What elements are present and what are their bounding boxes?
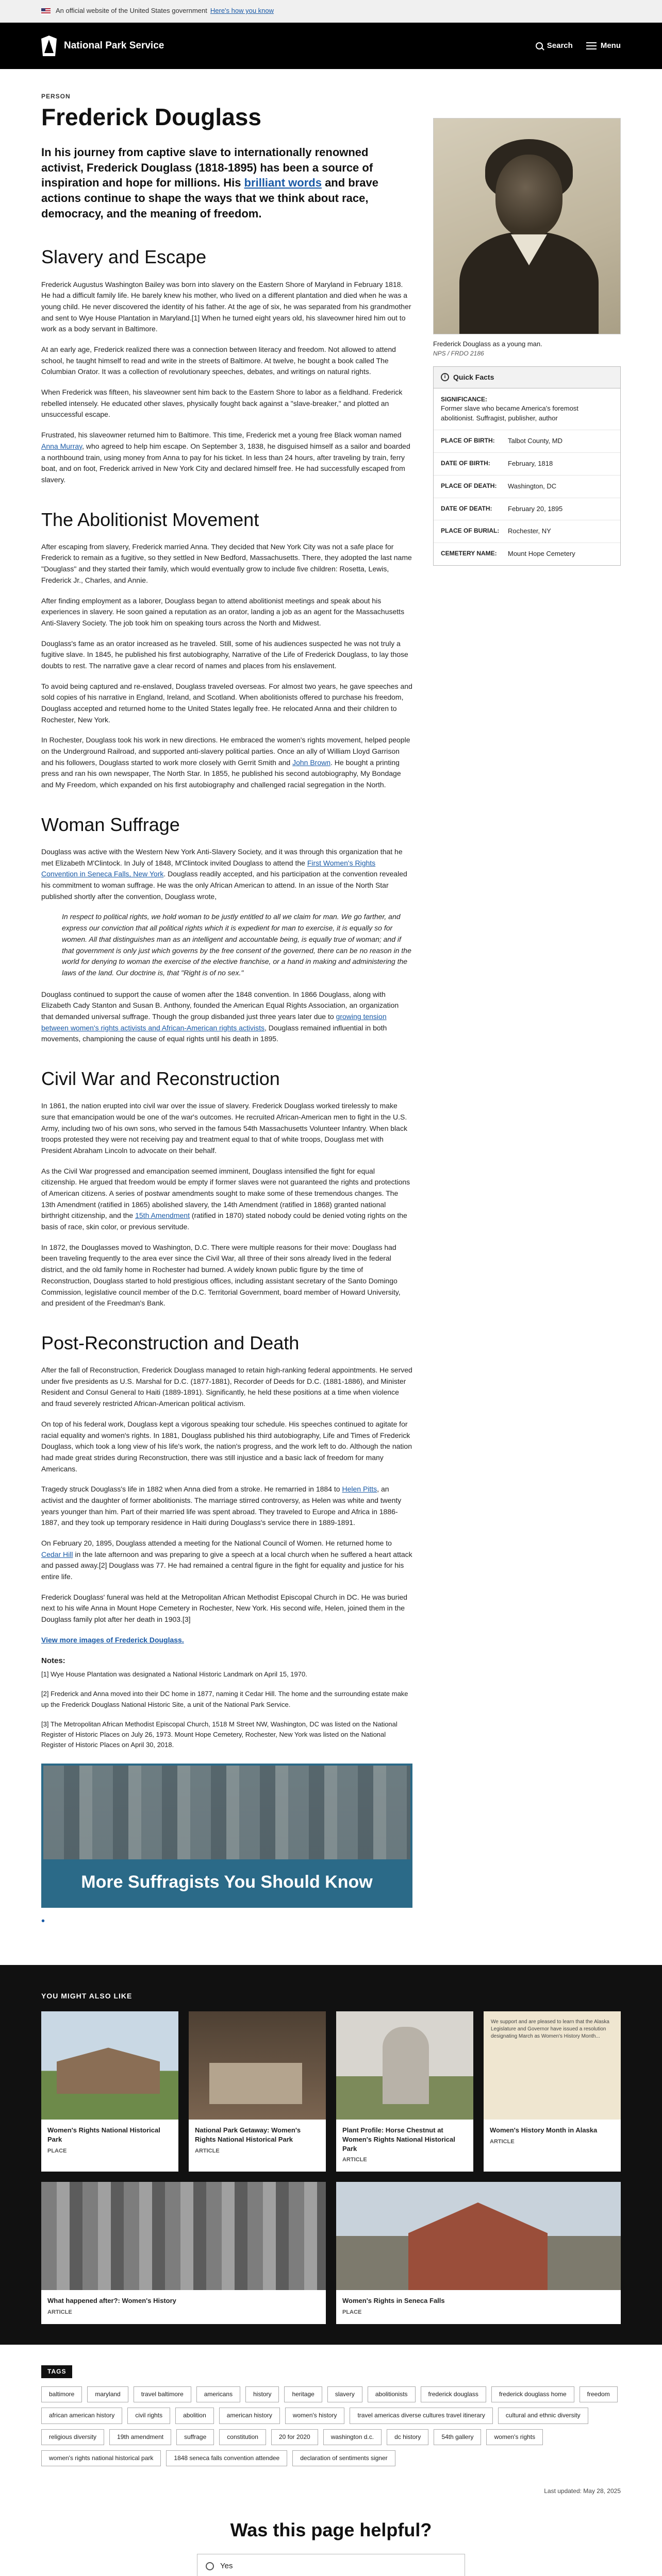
related-card[interactable]: Women's Rights in Seneca Falls PLACE (336, 2182, 621, 2324)
paragraph: Douglass was active with the Western New York Anti-Slavery Society, and it was through this organization that he met Elizabeth M'Clintock. In July of 1848, M'Clintock invited Douglass to attend the First Women's Rights Convention in Seneca Falls, New York. Douglass readily accepted, and his participation at the convention revealed his commitment to woman suffrage. He was the only African American to attend. In an issue of the North Star published shortly after the convention, Douglass wrote, (41, 848, 407, 901)
heading-abolition: The Abolitionist Movement (41, 509, 259, 530)
heading-post-reconstruction: Post-Reconstruction and Death (41, 1332, 300, 1353)
main-content (41, 92, 412, 1950)
note: [2] Frederick and Anna moved into their DC home in 1877, naming it Cedar Hill. The home and the surrounding estate make up the Frederick Douglass National Historic Site, a unit of the National Park Service. (41, 1690, 408, 1708)
paragraph: As the Civil War progressed and emancipation seemed imminent, Douglass intensified the fight for equal citizenship. He argued that freedom would be empty if former slaves were not guaranteed the rights and protections of American citizens. A series of postwar amendments sought to make some of these tremendous changes. The 13th Amendment (ratified in 1865) abolished slavery, the 14th Amendment (ratified in 1868) granted national birthright citizenship, and the 15th Amendment (ratified in 1870) stated nobody could be denied voting rights on the basis of race, skin color, or previous servitude. (41, 1166, 410, 1231)
radio-icon (206, 2562, 214, 2570)
tag[interactable]: washington d.c. (323, 2429, 382, 2445)
menu-icon (586, 42, 597, 49)
fact-row: PLACE OF DEATH: Washington, DC (434, 476, 620, 498)
notes-heading: Notes: (41, 1656, 65, 1665)
heading-suffrage: Woman Suffrage (41, 814, 180, 835)
menu-button[interactable] (586, 40, 621, 52)
tag[interactable]: 1848 seneca falls convention attendee (166, 2450, 287, 2466)
related-card[interactable]: We support and are pleased to learn that the Alaska Legislature and Governor have issued a resolution designating March as Women's History Month... Women's History Month in Alaska ARTICLE (484, 2011, 621, 2172)
cedar-hill-link[interactable]: Cedar Hill (41, 1550, 73, 1558)
tag[interactable]: 54th gallery (434, 2429, 481, 2445)
paragraph: Douglass continued to support the cause of women after the 1848 convention. In 1866 Douglass, along with Elizabeth Cady Stanton and Susan B. Anthony, founded the American Equal Rights Association, an organization that demanded universal suffrage. Though the group disbanded just three years later due to growing tension between women's rights activists and African-American rights activists, Douglass remained influential in both movements, championing the cause of equal rights until his death in 1895. (41, 990, 399, 1043)
nps-logo[interactable] (41, 36, 164, 56)
quick-facts (433, 366, 621, 566)
paragraph: At an early age, Frederick realized there was a connection between literacy and freedom. Not allowed to attend school, he taught himself to read and write in the streets of Baltimore. At twelve, he bought a book called The Columbian Orator. It was a collection of revolutionary speeches, debates, and writings on natural rights. (41, 345, 396, 376)
feedback (41, 2517, 621, 2576)
info-icon: i (441, 373, 449, 381)
paragraph: Frederick Augustus Washington Bailey was born into slavery on the Eastern Shore of Maryland in February 1818. He had a difficult family life. He barely knew his mother, who lived on a different plantation and died when he was a young child. He never discovered the identity of his father. At the age of six, he was separated from his grandmother and sent to Wye House Plantation in Maryland.[1] When he turned eight years old, his slaveowner hired him out to work as a body servant in Baltimore. (41, 280, 411, 333)
portrait-credit: NPS / FRDO 2186 (433, 349, 484, 357)
tag[interactable]: religious diversity (41, 2429, 104, 2445)
carousel-dot[interactable]: • (41, 1916, 45, 1927)
tag[interactable]: women's history (285, 2408, 345, 2424)
tag[interactable]: travel americas diverse cultures travel itinerary (350, 2408, 492, 2424)
tag[interactable]: declaration of sentiments signer (292, 2450, 395, 2466)
brilliant-words-link[interactable]: brilliant words (244, 176, 322, 190)
paragraph: On February 20, 1895, Douglass attended a meeting for the National Council of Women. He returned home to Cedar Hill in the late afternoon and was preparing to give a speech at a local church when he suffered a heart attack and passed away.[2] Douglass was 77. He had remained a central figure in the fight for equality and justice for his entire life. (41, 1539, 412, 1581)
related-section (0, 1965, 662, 2344)
suffragists-photo (43, 1766, 410, 1863)
paragraph: In 1872, the Douglasses moved to Washington, D.C. There were multiple reasons for their move: Douglass had been traveling frequently to the area ever since the Civil War, all three of their sons already lived in the federal district, and the old family home in Rochester had burned. A widely known public figure by the time of Reconstruction, Douglass started to hold prestigious offices, including assistant secretary of the Santo Domingo Commission, legislative council member of the D.C. Territorial Government, board member of Howard University, and president of the Freedman's Bank. (41, 1243, 401, 1308)
paragraph: After the fall of Reconstruction, Frederick Douglass managed to retain high-ranking federal appointments. He served under five presidents as U.S. Marshal for D.C. (1877-1881), Recorder of Deeds for D.C. (1881-1886), and Minister Resident and Consul General to Haiti (1889-1891). Significantly, he held these positions at a time when violence and fraud severely restricted African-American political activism. (41, 1366, 412, 1408)
tag[interactable]: 19th amendment (109, 2429, 171, 2445)
fact-row: DATE OF BIRTH: February, 1818 (434, 453, 620, 476)
paragraph: After finding employment as a laborer, Douglass began to attend abolitionist meetings and speak about his experiences in slavery. He soon gained a reputation as an orator, landing a job as an agent for the Massachusetts Anti-Slavery Society. The job took him on speaking tours across the North and Midwest. (41, 596, 405, 627)
sidebar (433, 92, 621, 1950)
gov-banner-text: An official website of the United States government (56, 7, 207, 15)
quick-facts-title: Quick Facts (453, 373, 494, 382)
page-title: Frederick Douglass (41, 104, 261, 131)
paragraph: Frederick Douglass' funeral was held at the Metropolitan African Methodist Episcopal Church in DC. He was buried next to his wife Anna in Mount Hope Cemetery in Rochester, New York. His second wife, Helen, joined them in the Douglass family plot after her death in 1903.[3] (41, 1592, 408, 1624)
more-images-link[interactable]: View more images of Frederick Douglass. (41, 1635, 184, 1644)
helen-pitts-link[interactable]: Helen Pitts (342, 1485, 377, 1494)
tags-section (41, 2345, 621, 2477)
eyebrow: PERSON (41, 93, 71, 100)
heres-how-you-know-link[interactable]: Here's how you know (210, 7, 274, 15)
tag[interactable]: african american history (41, 2408, 122, 2424)
fact-row: PLACE OF BIRTH: Talbot County, MD (434, 430, 620, 453)
note: [1] Wye House Plantation was designated a National Historic Landmark on April 15, 1970. (41, 1670, 307, 1679)
logo-text: National Park Service (64, 40, 164, 52)
douglass-portrait[interactable] (433, 118, 621, 334)
gov-banner (0, 0, 662, 23)
promo-title: More Suffragists You Should Know (43, 1859, 410, 1906)
search-button[interactable] (536, 40, 573, 52)
search-icon (536, 42, 543, 49)
lede: In his journey from captive slave to internationally renowned activist, Frederick Douglass (1818-1895) has been a source of inspiration and hope for millions. His brilliant words and brave actions continue to shape the ways that we think about race, democracy, and the meaning of freedom. (41, 145, 378, 220)
last-updated: Last updated: May 28, 2025 (544, 2487, 621, 2495)
feedback-question: Was this page helpful? (230, 2519, 432, 2540)
feedback-yes[interactable]: Yes (197, 2554, 465, 2576)
tag[interactable]: civil rights (127, 2408, 170, 2424)
us-flag-icon (41, 8, 51, 14)
paragraph: Frustrated, his slaveowner returned him to Baltimore. This time, Frederick met a young free Black woman named Anna Murray, who agreed to help him escape. On September 3, 1838, he disguised himself as a sailor and boarded a northbound train, using money from Anna to pay for his ticket. In less than 24 hours, after traveling by train, ferry boat, and on foot, Frederick arrived in New York City and declared himself free. He had successfully escaped from slavery. (41, 431, 410, 484)
fact-row: CEMETERY NAME: Mount Hope Cemetery (441, 550, 575, 558)
john-brown-link[interactable]: John Brown (292, 758, 331, 767)
tags-heading: TAGS (41, 2365, 72, 2378)
tag[interactable]: americans (196, 2386, 240, 2402)
tag[interactable]: slavery (327, 2386, 362, 2402)
paragraph: In 1861, the nation erupted into civil war over the issue of slavery. Frederick Douglass worked tirelessly to make sure that emancipation would be one of the war's outcomes. He recruited African-American men to fight in the U.S. Army, including two of his own sons, who served in the famous 54th Massachusetts Volunteer Infantry. When black troops protested they were not receiving pay and treatment equal to that of white troops, Douglass met with President Abraham Lincoln to advocate on their behalf. (41, 1101, 407, 1155)
paragraph: Douglass's fame as an orator increased as he traveled. Still, some of his audiences suspected he was not truly a fugitive slave. In 1845, he published his first autobiography, Narrative of the Life of Frederick Douglass, to lay those doubts to rest. The narrative gave a clear record of names and places from his enslavement. (41, 639, 408, 670)
anna-murray-link[interactable]: Anna Murray (41, 442, 82, 450)
paragraph: In Rochester, Douglass took his work in new directions. He embraced the women's rights movement, helped people on the Underground Railroad, and supported anti-slavery political parties. Once an ally of William Lloyd Garrison and his followers, Douglass started to work more closely with Gerrit Smith and John Brown. He bought a printing press and ran his own newspaper, The North Star. In 1855, he published his second autobiography, My Bondage and My Freedom, which expanded on his first autobiography and challenged racial segregation in the North. (41, 736, 410, 789)
tag[interactable]: suffrage (176, 2429, 214, 2445)
related-card[interactable]: National Park Getaway: Women's Rights National Historical Park ARTICLE (189, 2011, 326, 2172)
suffragists-promo-banner[interactable] (41, 1764, 412, 1908)
growing-tension-link[interactable]: growing tension between women's rights activists and African-American rights activists (41, 1012, 387, 1032)
paragraph: When Frederick was fifteen, his slaveowner sent him back to the Eastern Shore to labor as a fieldhand. Frederick rebelled intensely. He educated other slaves, physically fought back against a "slave-breaker," and plotted an unsuccessful escape. (41, 388, 403, 419)
paragraph: On top of his federal work, Douglass kept a vigorous speaking tour schedule. His speeches continued to agitate for racial equality and women's rights. In 1881, Douglass published his third autobiography, Life and Times of Frederick Douglass, which took a long view of his life's work, the nation's progress, and the work left to do. Although the nation had made great strides during Reconstruction, there was still injustice and a basic lack of freedom for many Americans. (41, 1419, 412, 1473)
tag[interactable]: constitution (219, 2429, 266, 2445)
tag[interactable]: frederick douglass home (491, 2386, 574, 2402)
portrait-caption: Frederick Douglass as a young man. (433, 340, 542, 348)
15th-amendment-link[interactable]: 15th Amendment (135, 1211, 190, 1220)
tag[interactable]: frederick douglass (421, 2386, 486, 2402)
tag[interactable]: travel baltimore (134, 2386, 191, 2402)
tag[interactable]: freedom (580, 2386, 618, 2402)
menu-label: Menu (600, 41, 621, 50)
related-card[interactable]: Plant Profile: Horse Chestnut at Women's Rights National Historical Park ARTICLE (336, 2011, 473, 2172)
tag[interactable]: abolition (175, 2408, 214, 2424)
notes (41, 1655, 412, 1751)
tag[interactable]: abolitionists (368, 2386, 416, 2402)
paragraph: Tragedy struck Douglass's life in 1882 when Anna died from a stroke. He remarried in 1884 to Helen Pitts, an activist and the daughter of former abolitionists. The marriage stirred controversy, as Helen was white and twenty years younger than him. Part of their married life was spent abroad. They traveled to Europe and Africa in 1886-1887, and they took up temporary residence in Haiti during Douglass's service there in 1889-1891. (41, 1485, 402, 1527)
search-label: Search (547, 41, 573, 50)
tag[interactable]: women's rights national historical park (41, 2450, 161, 2466)
tag[interactable]: 20 for 2020 (271, 2429, 318, 2445)
fact-row: SIGNIFICANCE: Former slave who became America's foremost abolitionist. Suffragist, publisher, author (434, 388, 620, 431)
heading-slavery: Slavery and Escape (41, 246, 207, 268)
tag[interactable]: maryland (87, 2386, 128, 2402)
tag[interactable]: women's rights (486, 2429, 543, 2445)
related-heading: YOU MIGHT ALSO LIKE (41, 1992, 133, 2001)
tag[interactable]: american history (219, 2408, 280, 2424)
paragraph: To avoid being captured and re-enslaved, Douglass traveled overseas. For almost two years, he gave speeches and sold copies of his narrative in England, Ireland, and Scotland. When abolitionists offered to purchase his freedom, Douglass accepted and returned home to the United States legally free. He relocated Anna and their children to Rochester, New York. (41, 682, 412, 724)
tag[interactable]: heritage (284, 2386, 322, 2402)
site-header (0, 23, 662, 69)
heading-civil-war: Civil War and Reconstruction (41, 1068, 280, 1090)
tag[interactable]: dc history (387, 2429, 428, 2445)
paragraph: After escaping from slavery, Frederick married Anna. They decided that New York City was not a safe place for Frederick to remain as a fugitive, so they settled in New Bedford, Massachusetts. There, they adopted the last name "Douglass" and they started their family, which would eventually grow to include five children: Rosetta, Lewis, Frederick Jr., Charles, and Annie. (41, 542, 412, 584)
douglass-quote: In respect to political rights, we hold woman to be justly entitled to all we claim for man. We go farther, and express our conviction that all political rights which it is expedient for man to exercise, it is equally so for women. All that distinguishes man as an intelligent and accountable being, is equally true of woman; and if that government is only just which governs by the free consent of the governed, there can be no reason in the world for denying to woman the exercise of the elective franchise, or a hand in making and administering the laws of the land. Our doctrine is, that "Right is of no sex." (62, 912, 411, 977)
seneca-falls-link[interactable]: First Women's Rights Convention in Seneca Falls, New York (41, 858, 376, 878)
related-card[interactable]: What happened after?: Women's History ARTICLE (41, 2182, 326, 2324)
arrowhead-icon (41, 36, 57, 56)
tag[interactable]: history (245, 2386, 279, 2402)
note: [3] The Metropolitan African Methodist Episcopal Church, 1518 M Street NW, Washington, DC was listed on the National Register of Historic Places on July 26, 1973. Mount Hope Cemetery, Rochester, New York was listed on the National Register of Historic Places on April 30, 2018. (41, 1720, 398, 1749)
tag[interactable]: cultural and ethnic diversity (498, 2408, 588, 2424)
tag[interactable]: baltimore (41, 2386, 82, 2402)
fact-row: DATE OF DEATH: February 20, 1895 (434, 498, 620, 521)
fact-row: PLACE OF BURIAL: Rochester, NY (434, 520, 620, 543)
related-card[interactable]: Women's Rights National Historical Park PLACE (41, 2011, 178, 2172)
